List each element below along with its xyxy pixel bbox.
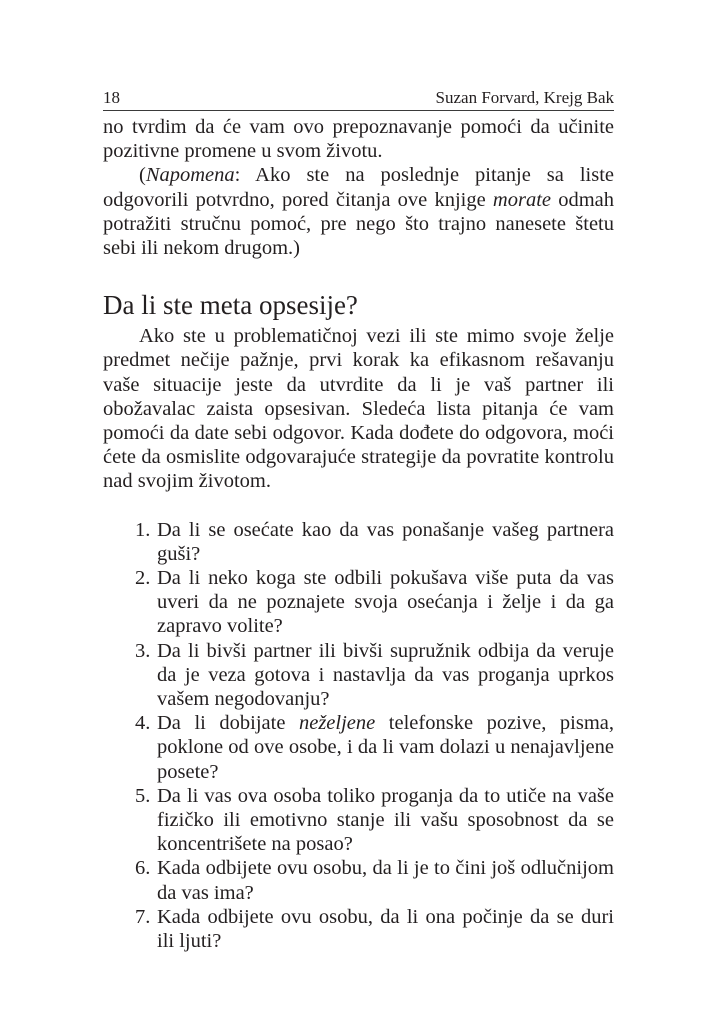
question-item — [135, 784, 614, 857]
question-number: 4. — [135, 712, 151, 735]
question-number: 5. — [135, 784, 151, 807]
section-heading: Da li ste meta opsesije? — [103, 290, 358, 321]
question-item — [135, 905, 614, 953]
question-number: 7. — [135, 905, 151, 928]
note-emphasis: morate — [492, 188, 551, 211]
question-item — [135, 566, 614, 639]
question-text: Kada odbijete ovu osobu, da li je to čini još odlučnijom da vas ima? — [157, 857, 614, 904]
question-number: 6. — [135, 857, 151, 880]
question-text: Da li se osećate kao da vas ponašanje vašeg partnera guši? — [157, 518, 614, 565]
question-number: 3. — [135, 639, 151, 662]
question-item — [135, 639, 614, 712]
question-text: Da li bivši partner ili bivši supružnik odbija da veruje da je veza gotova i nastavlja da vas proganja uprkos vašem negodovanju? — [157, 639, 614, 711]
question-number: 1. — [135, 518, 151, 541]
note-open-paren: ( — [139, 164, 146, 187]
question-number: 2. — [135, 567, 151, 590]
question-emphasis: neželjene — [298, 712, 376, 735]
section-paragraph: Ako ste u problematičnoj vezi ili ste mimo svoje želje predmet nečije pažnje, prvi korak ka efikasnom rešavanju vaše situacije jeste da utvrdite da li je vaš partner ili obožavalac zaista opsesivan. Sledeća lista pitanja će vam pomoći da date sebi odgovor. Kada dođete do odgovora, moći ćete da osmislite odgovarajuće strategije da povratite kontrolu nad svojim životom. — [103, 325, 614, 493]
question-item — [135, 711, 614, 784]
question-item — [135, 856, 614, 904]
question-text-before: Da li dobijate — [157, 712, 299, 735]
running-head-authors: Suzan Forvard, Krejg Bak — [435, 88, 614, 107]
page-number: 18 — [103, 88, 120, 107]
note-text-part-2: odmah potražiti stručnu pomoć, pre nego što trajno nanesete štetu sebi ili nekom drugom.) — [103, 188, 614, 260]
question-text: Da li neko koga ste odbili pokušava više puta da vas uveri da ne poznajete svoja osećanja i želje i da ga zapravo volite? — [157, 567, 614, 638]
book-page — [103, 88, 614, 953]
running-head — [103, 88, 614, 111]
note-text-part-1: : Ako ste na poslednje pitanje sa liste odgovorili potvrdno, pored čitanja ove knjige — [103, 164, 614, 211]
note-paragraph — [103, 163, 614, 260]
note-label: Napomena — [145, 164, 235, 187]
question-list — [103, 518, 614, 954]
question-text: Kada odbijete ovu osobu, da li ona počinje da se duri ili ljuti? — [157, 905, 614, 953]
question-text-after: telefonske pozive, pisma, poklone od ove osobe, i da li vam dolazi u nenajavljene posete? — [157, 712, 614, 783]
question-text: Da li vas ova osoba toliko proganja da to utiče na vaše fizičko ili emotivno stanje ili vašu sposobnost da se koncentrišete na posao? — [157, 784, 614, 856]
continuation-paragraph: no tvrdim da će vam ovo prepoznavanje pomoći da učinite pozitivne promene u svom životu. — [103, 116, 614, 163]
question-item — [135, 518, 614, 566]
